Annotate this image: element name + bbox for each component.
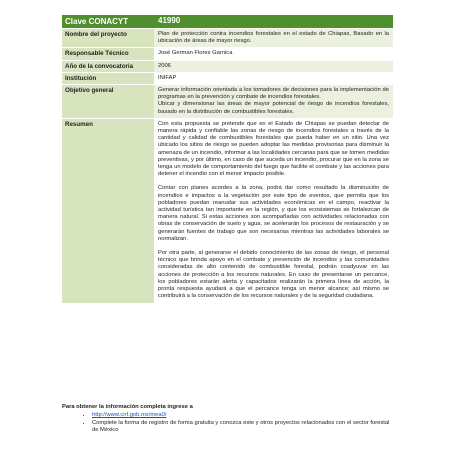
- responsable-label: Responsable Técnico: [62, 48, 154, 59]
- proyecto-value: Plan de protección contra incendios forestales en el estado de Chiapas, Basado en la ubicación de áreas de mayor riesgo.: [154, 29, 393, 47]
- footer-list-item: [92, 420, 393, 434]
- objetivo-paragraph: Generar información orientada a los tomadores de decisiones para la implementación de programas en la prevención y combate de incendios forestales.: [158, 87, 389, 101]
- resumen-label: Resumen: [62, 119, 154, 303]
- objetivo-paragraph: Ubicar y dimensionar las áreas de mayor potencial de riesgo de incendios forestales, basado en la distribución de combustibles forestales.: [158, 101, 389, 115]
- table-header-row: [62, 15, 393, 29]
- row-proyecto: [62, 29, 393, 48]
- header-label: Clave CONACYT: [62, 15, 154, 28]
- responsable-value: José German Flores Garnica: [154, 48, 393, 59]
- row-anio: [62, 61, 393, 73]
- row-objetivo: [62, 85, 393, 119]
- resumen-paragraph: Contar con planes acordes a la zona, podrá dar como resultado la disminución de incendios e impactos a la vegetación por este tipo de eventos, que permita que los pobladores puedan reanudar sus actividades económicas en el campo, reactivar la actividad turística tan importante en la región, y que los ecosistemas se fortalezcan de manera natural. Si estas acciones son acompañadas con actividades relacionadas con obras de conservación de suelo y agua, se acelerarán los procesos de restauración y se generarán fuentes de trabajo que son necesarias mientras las actividades laborales se normalizan.: [158, 185, 389, 242]
- resumen-value: [154, 119, 393, 303]
- institucion-value: INIFAP: [154, 73, 393, 84]
- header-value: 41990: [154, 15, 393, 28]
- resumen-paragraph: Por otra parte, al generarse el debido conocimiento de las zonas de riesgo, el personal técnico que brinda apoyo en el combate y prevención de incendios y las comunidades consideradas de alto contenido de combustible forestal, podrán coadyuvar en las acciones de protección a los recursos naturales. En caso de presentarse un percance, los pobladores estarán alerta y capacitados realizarán la primera línea de acción, la pronta respuesta ayudará a que el percance tenga un menor alcance; así mismo se contribuirá a la conservación de los recursos naturales y de la seguridad ciudadana.: [158, 250, 389, 300]
- footer-list-item: [92, 412, 393, 419]
- footer-lead: Para obtener la información completa ingrese a: [62, 404, 193, 410]
- project-info-table: [62, 15, 393, 304]
- register-text: Complete la forma de registro de forma gratuita y conozca este y otros proyectos relacionados con el sector forestal de México: [92, 420, 390, 433]
- anio-label: Año de la convocatoria: [62, 61, 154, 72]
- proyecto-label: Nombre del proyecto: [62, 29, 154, 47]
- website-link[interactable]: http://www.cnf.gob.mx/mea0/: [92, 412, 167, 418]
- footer-info: [62, 404, 393, 435]
- objetivo-value: [154, 85, 393, 118]
- row-institucion: [62, 73, 393, 85]
- row-responsable: [62, 48, 393, 60]
- resumen-paragraph: Con esta propuesta se pretende que en el Estado de Chiapas se puedan detectar de manera rápida y confiable las zonas de riesgo de incendios forestales a través de la cantidad y calidad de combustibles forestales que pueda haber en un sitio. Una vez ubicado los sitios de riesgo se pueden adoptar las medidas provisorias para disminuir la amenaza de un incendio, informar a las localidades cercanas para que se tomen medidas preventivas, y por último, en caso de que suceda un incendio, procurar que en la zona se tenga un modelo de comportamiento del fuego que facilite el combate y las acciones para detener el incendio con el menor impacto posible.: [158, 120, 389, 178]
- footer-list: [62, 412, 393, 434]
- institucion-label: Institución: [62, 73, 154, 84]
- objetivo-label: Objetivo general: [62, 85, 154, 118]
- row-resumen: [62, 119, 393, 304]
- anio-value: 2006: [154, 61, 393, 72]
